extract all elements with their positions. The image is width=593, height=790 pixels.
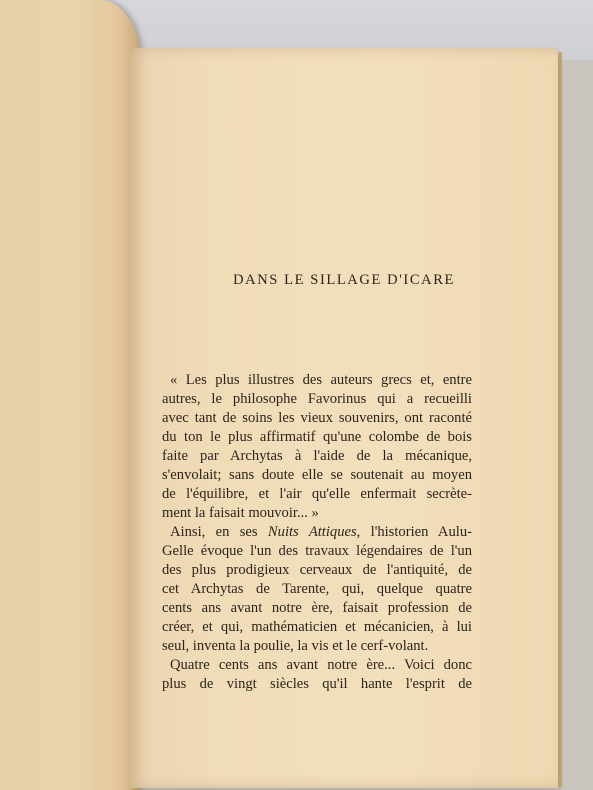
text-line: « Les plus illustres des auteurs grecs et, entre [170,372,472,388]
text-line: faite par Archytas à l'aide de la mécanique, [162,448,472,464]
text-line: plus de vingt siècles qu'il hante l'esprit de [162,676,472,692]
left-page [0,0,140,790]
text-line: créer, et qui, mathématicien et mécanicien, à lui [162,619,472,635]
text-line: s'envolait; sans doute elle se soutenait au moyen [162,467,472,483]
text-line: autres, le philosophe Favorinus qui a recueilli [162,391,472,407]
text-line: Quatre cents ans avant notre ère... Voici donc [170,657,472,673]
text-line: avec tant de soins les vieux souvenirs, ont raconté [162,410,472,426]
text-line: Gelle évoque l'un des travaux légendaires de l'un [162,543,472,559]
book-title-italic: Nuits Attiques [267,524,357,540]
text-line: Ainsi, en ses Nuits Attiques, l'historien Aulu- [170,524,472,540]
body-text [162,371,472,694]
text-line: seul, inventa la poulie, la vis et le cerf-volant. [162,638,429,654]
text-line: du ton le plus affirmatif qu'une colombe de bois [162,429,472,445]
text-line: ment la faisait mouvoir... » [162,505,319,521]
text-line: de l'équilibre, et l'air qu'elle enfermait secrète- [162,486,472,502]
chapter-title: DANS LE SILLAGE D'ICARE [233,272,455,288]
text-line: cents ans avant notre ère, faisait profession de [162,600,472,616]
text-line: des plus prodigieux cerveaux de l'antiquité, de [162,562,472,578]
text-line: cet Archytas de Tarente, qui, quelque quatre [162,581,472,597]
